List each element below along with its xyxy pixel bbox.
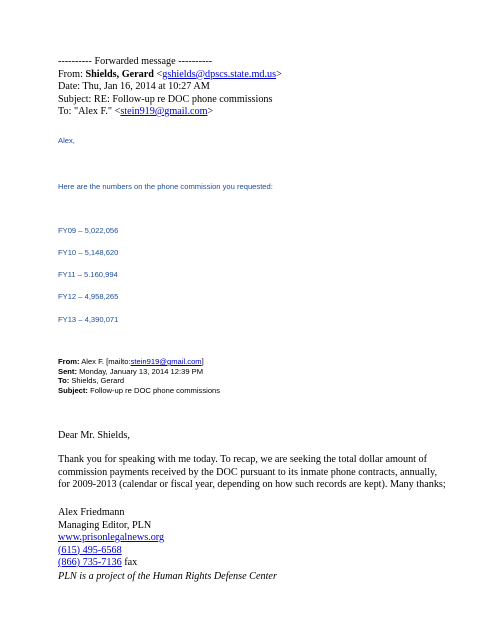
quoted-sent-line: Sent: Monday, January 13, 2014 12:39 PM bbox=[58, 366, 204, 376]
quoted-from-line: From: Alex F. [mailto:stein919@gmail.com] bbox=[58, 357, 204, 366]
quoted-to-line: To: Shields, Gerard bbox=[58, 376, 125, 385]
reply-intro: Here are the numbers on the phone commission you requested: bbox=[58, 182, 273, 191]
fax-line: (866) 735-7136 fax bbox=[58, 557, 138, 568]
figure-fy09: FY09 – 5,022,056 bbox=[58, 226, 119, 235]
from-name: Shields, Gerard bbox=[85, 68, 154, 80]
salutation: Dear Mr. Shields, bbox=[58, 430, 130, 441]
website-link[interactable]: www.prisonlegalnews.org bbox=[58, 532, 165, 543]
forward-subject-line: Subject: RE: Follow-up re DOC phone commissions bbox=[58, 93, 273, 105]
signature bbox=[58, 507, 164, 570]
forward-date-line: Date: Thu, Jan 16, 2014 at 10:27 AM bbox=[58, 81, 210, 92]
figure-fy12: FY12 – 4,958,265 bbox=[58, 292, 119, 301]
quoted-subject-line: Subject: Follow-up re DOC phone commissions bbox=[58, 385, 221, 395]
quoted-header bbox=[58, 357, 220, 395]
tagline: PLN is a project of the Human Rights Defense Center bbox=[58, 571, 277, 582]
forward-separator: ---------- Forwarded message ---------- bbox=[58, 56, 213, 67]
quoted-from-email-link[interactable]: stein919@gmail.com bbox=[130, 357, 202, 366]
to-email-link[interactable]: stein919@gmail.com bbox=[120, 106, 208, 117]
signature-title: Managing Editor, PLN bbox=[58, 519, 152, 531]
figure-fy10: FY10 – 5,148,620 bbox=[58, 248, 119, 257]
phone-link[interactable]: (615) 495-6568 bbox=[58, 544, 122, 556]
signature-name: Alex Friedmann bbox=[58, 507, 125, 518]
reply-greeting: Alex, bbox=[58, 136, 75, 145]
forward-header bbox=[58, 56, 282, 119]
figure-fy11: FY11 – 5.160,994 bbox=[58, 270, 118, 279]
from-email-link[interactable]: gshields@dpscs.state.md.us bbox=[162, 68, 277, 80]
forward-to-line: To: "Alex F." <stein919@gmail.com> bbox=[58, 106, 214, 117]
message-body: Thank you for speaking with me today. To recap, we are seeking the total dollar amount of commission payments received by the DOC pursuant to its inmate phone contracts, annually, for 2009-2013 (calendar or fiscal year, depending on how such records are kept). Many thanks; bbox=[58, 454, 446, 490]
fax-link[interactable]: (866) 735-7136 bbox=[58, 557, 122, 568]
forward-from-line: From: Shields, Gerard <gshields@dpscs.state.md.us> bbox=[58, 68, 282, 80]
figure-fy13: FY13 – 4,390,071 bbox=[58, 315, 119, 324]
